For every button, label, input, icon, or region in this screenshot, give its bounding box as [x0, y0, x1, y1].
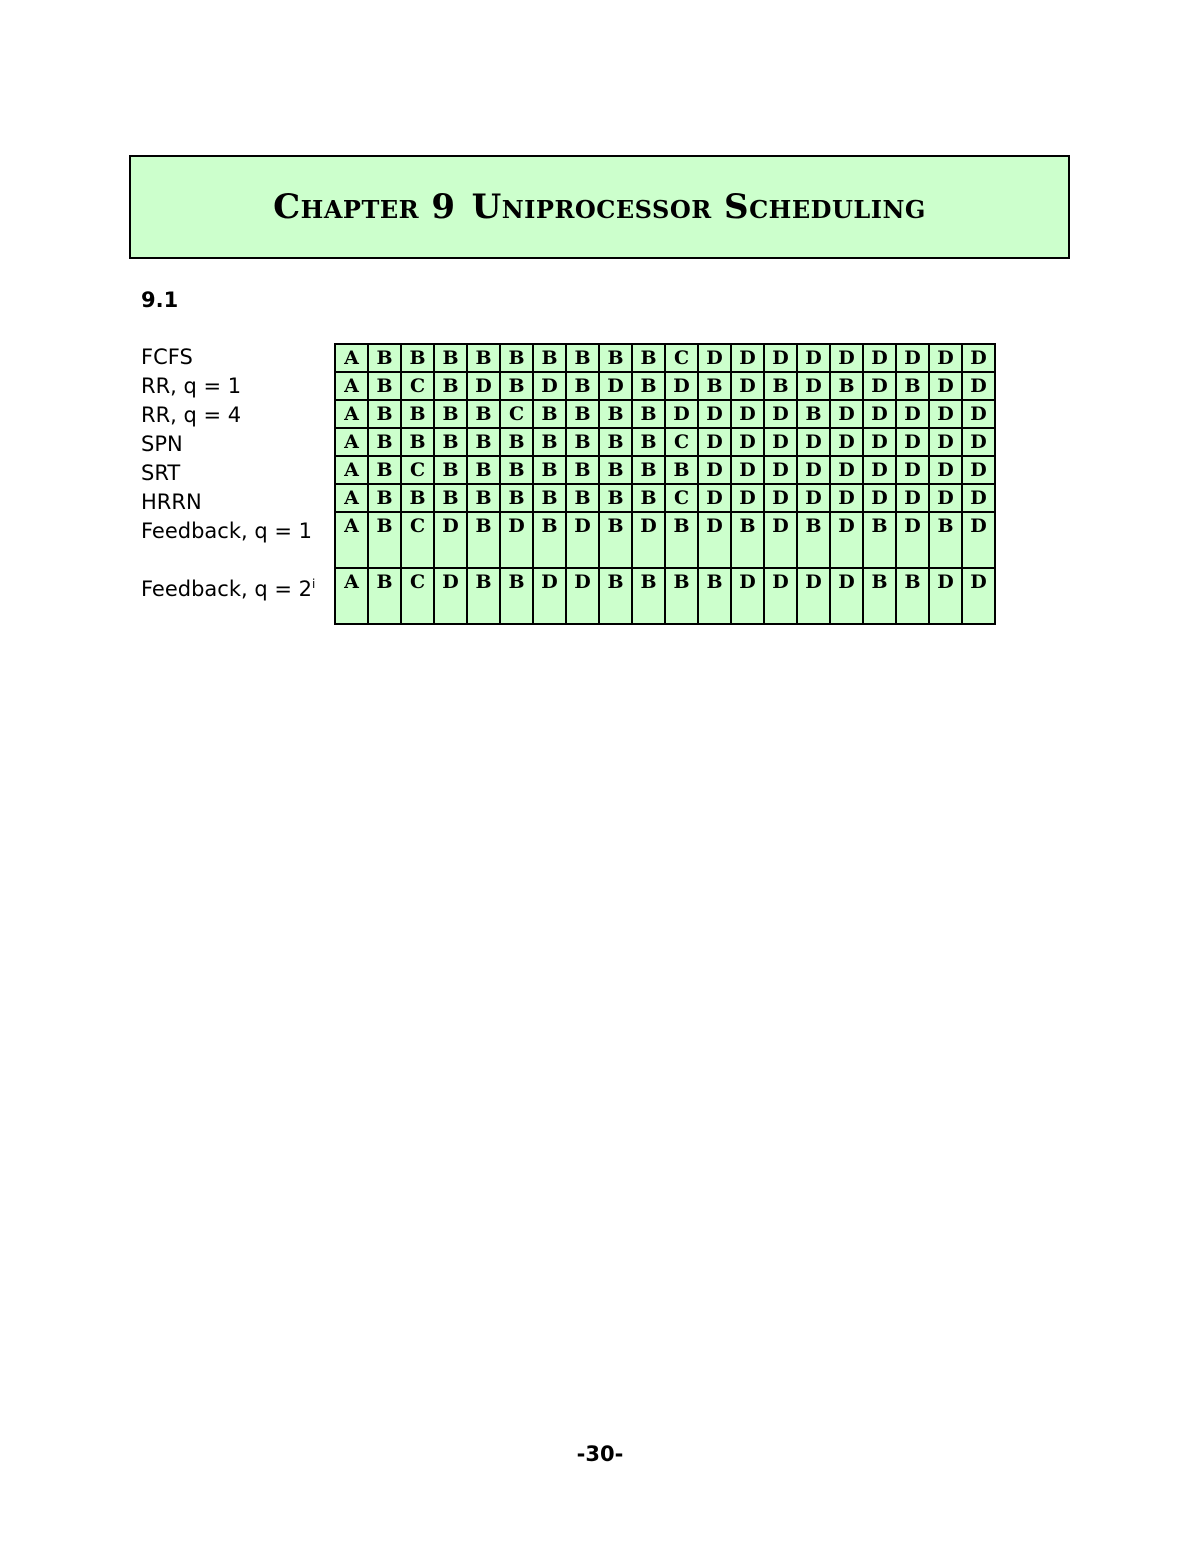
schedule-cell: B: [632, 568, 665, 624]
schedule-cell: B: [665, 568, 698, 624]
schedule-cell: C: [401, 568, 434, 624]
schedule-cell: D: [896, 456, 929, 484]
schedule-cell: B: [533, 400, 566, 428]
schedule-cell: D: [929, 400, 962, 428]
schedule-cell: B: [467, 400, 500, 428]
schedule-row: [335, 456, 995, 484]
schedule-cell: D: [698, 400, 731, 428]
schedule-cell: D: [863, 372, 896, 400]
schedule-cell: D: [599, 372, 632, 400]
schedule-cell: D: [962, 484, 995, 512]
schedule-cell: B: [401, 344, 434, 372]
schedule-cell: D: [797, 568, 830, 624]
schedule-cell: B: [434, 372, 467, 400]
schedule-cell: D: [764, 456, 797, 484]
schedule-cell: D: [962, 372, 995, 400]
schedule-cell: B: [434, 344, 467, 372]
schedule-cell: D: [566, 512, 599, 568]
schedule-row-label: [141, 343, 331, 372]
schedule-cell: B: [533, 512, 566, 568]
schedule-cell: B: [599, 400, 632, 428]
schedule-row: [335, 568, 995, 624]
schedule-cell: D: [863, 428, 896, 456]
schedule-row-label: [141, 459, 331, 488]
schedule-cell: D: [764, 400, 797, 428]
schedule-cell: D: [896, 400, 929, 428]
schedule-cell: D: [566, 568, 599, 624]
schedule-cell: B: [665, 512, 698, 568]
schedule-cell: D: [929, 568, 962, 624]
schedule-row: [335, 372, 995, 400]
schedule-cell: D: [896, 428, 929, 456]
schedule-cell: B: [599, 344, 632, 372]
schedule-cell: D: [830, 428, 863, 456]
schedule-cell: D: [830, 568, 863, 624]
schedule-cell: B: [401, 484, 434, 512]
schedule-row-label-superscript: i: [312, 577, 316, 591]
schedule-cell: D: [632, 512, 665, 568]
schedule-cell: B: [566, 344, 599, 372]
schedule-cell: B: [368, 484, 401, 512]
schedule-cell: D: [863, 484, 896, 512]
schedule-cell: B: [467, 344, 500, 372]
schedule-cell: B: [632, 400, 665, 428]
schedule-cell: D: [698, 456, 731, 484]
schedule-cell: B: [698, 568, 731, 624]
chapter-title: [273, 187, 926, 227]
schedule-cell: D: [797, 372, 830, 400]
schedule-row-label: [141, 430, 331, 459]
schedule-row-label: [141, 488, 331, 517]
schedule-cell: B: [467, 512, 500, 568]
schedule-grid: [334, 343, 996, 625]
schedule-cell: B: [863, 512, 896, 568]
schedule-cell: B: [500, 484, 533, 512]
schedule-cell: B: [632, 456, 665, 484]
schedule-cell: B: [368, 456, 401, 484]
schedule-cell: B: [599, 568, 632, 624]
schedule-cell: D: [896, 344, 929, 372]
schedule-cell: B: [599, 456, 632, 484]
schedule-cell: B: [698, 372, 731, 400]
schedule-cell: B: [368, 344, 401, 372]
schedule-row-label-text: SPN: [141, 432, 183, 456]
schedule-cell: B: [599, 512, 632, 568]
schedule-cell: B: [500, 568, 533, 624]
schedule-cell: B: [632, 428, 665, 456]
schedule-row-label-text: SRT: [141, 461, 181, 485]
schedule-cell: D: [962, 568, 995, 624]
schedule-cell: D: [764, 568, 797, 624]
schedule-cell: D: [962, 344, 995, 372]
schedule-cell: D: [731, 428, 764, 456]
schedule-cell: B: [929, 512, 962, 568]
schedule-cell: D: [665, 372, 698, 400]
schedule-cell: A: [335, 400, 368, 428]
schedule-cell: B: [731, 512, 764, 568]
schedule-cell: C: [401, 456, 434, 484]
schedule-cell: D: [797, 344, 830, 372]
schedule-cell: D: [863, 344, 896, 372]
schedule-cell: A: [335, 456, 368, 484]
schedule-row: [335, 484, 995, 512]
schedule-cell: B: [401, 400, 434, 428]
schedule-row-label: [141, 401, 331, 430]
schedule-cell: B: [797, 400, 830, 428]
page-number: -30-: [576, 1442, 624, 1466]
schedule-cell: D: [863, 400, 896, 428]
schedule-cell: B: [896, 372, 929, 400]
schedule-cell: B: [467, 568, 500, 624]
schedule-cell: B: [566, 428, 599, 456]
schedule-cell: C: [401, 512, 434, 568]
schedule-cell: D: [698, 344, 731, 372]
schedule-cell: D: [731, 484, 764, 512]
schedule-cell: B: [533, 484, 566, 512]
schedule-cell: D: [731, 568, 764, 624]
schedule-row: [335, 512, 995, 568]
schedule-cell: B: [368, 512, 401, 568]
schedule-row: [335, 344, 995, 372]
schedule-cell: D: [764, 428, 797, 456]
schedule-cell: D: [929, 344, 962, 372]
schedule-cell: A: [335, 512, 368, 568]
schedule-cell: B: [632, 484, 665, 512]
schedule-row-label-text: Feedback, q = 1: [141, 519, 312, 543]
schedule-cell: D: [962, 456, 995, 484]
schedule-cell: B: [533, 428, 566, 456]
schedule-cell: B: [764, 372, 797, 400]
schedule-cell: D: [764, 512, 797, 568]
schedule-cell: B: [896, 568, 929, 624]
schedule-cell: B: [368, 372, 401, 400]
schedule-cell: A: [335, 344, 368, 372]
schedule-cell: D: [830, 484, 863, 512]
chapter-number: Chapter 9: [273, 187, 456, 227]
schedule-cell: D: [929, 484, 962, 512]
schedule-cell: D: [797, 456, 830, 484]
schedule-row-label-text: FCFS: [141, 345, 193, 369]
schedule-row-label-text: RR, q = 4: [141, 403, 242, 427]
schedule-cell: B: [434, 484, 467, 512]
schedule-cell: D: [665, 400, 698, 428]
schedule-cell: B: [500, 372, 533, 400]
schedule-cell: D: [731, 372, 764, 400]
schedule-cell: B: [467, 456, 500, 484]
schedule-cell: B: [368, 400, 401, 428]
schedule-cell: D: [731, 344, 764, 372]
schedule-cell: D: [929, 456, 962, 484]
schedule-cell: B: [863, 568, 896, 624]
schedule-cell: B: [434, 456, 467, 484]
schedule-cell: C: [665, 484, 698, 512]
schedule-cell: D: [434, 568, 467, 624]
schedule-cell: C: [665, 344, 698, 372]
schedule-cell: D: [533, 568, 566, 624]
schedule-row-label: [141, 372, 331, 401]
schedule-cell: B: [599, 484, 632, 512]
schedule-cell: D: [467, 372, 500, 400]
schedule-cell: D: [830, 512, 863, 568]
schedule-cell: A: [335, 568, 368, 624]
schedule-cell: C: [500, 400, 533, 428]
schedule-cell: D: [731, 456, 764, 484]
schedule-cell: B: [665, 456, 698, 484]
chapter-banner: [129, 155, 1070, 259]
schedule-cell: D: [929, 428, 962, 456]
schedule-cell: D: [830, 400, 863, 428]
schedule-cell: B: [533, 344, 566, 372]
schedule-cell: B: [533, 456, 566, 484]
schedule-cell: D: [698, 484, 731, 512]
schedule-cell: B: [632, 372, 665, 400]
schedule-cell: C: [401, 372, 434, 400]
schedule-cell: B: [797, 512, 830, 568]
schedule-cell: B: [632, 344, 665, 372]
schedule-cell: B: [566, 484, 599, 512]
schedule-cell: D: [764, 344, 797, 372]
schedule-cell: B: [401, 428, 434, 456]
schedule-row-label: [141, 517, 331, 575]
schedule-cell: B: [500, 344, 533, 372]
schedule-cell: C: [665, 428, 698, 456]
schedule-cell: B: [500, 456, 533, 484]
schedule-cell: A: [335, 484, 368, 512]
schedule-cell: D: [731, 400, 764, 428]
schedule-cell: D: [698, 428, 731, 456]
schedule-cell: D: [896, 512, 929, 568]
schedule-cell: D: [962, 400, 995, 428]
schedule-cell: D: [830, 344, 863, 372]
schedule-cell: D: [962, 512, 995, 568]
schedule-cell: B: [830, 372, 863, 400]
schedule-row-label-text: RR, q = 1: [141, 374, 242, 398]
schedule-cell: D: [533, 372, 566, 400]
schedule-cell: B: [566, 456, 599, 484]
schedule-row-label-text: HRRN: [141, 490, 202, 514]
schedule-cell: D: [962, 428, 995, 456]
schedule-cell: B: [500, 428, 533, 456]
schedule-cell: D: [896, 484, 929, 512]
schedule-cell: D: [929, 372, 962, 400]
schedule-row: [335, 428, 995, 456]
schedule-row-label: [141, 575, 331, 633]
schedule-row-labels: [141, 343, 331, 633]
schedule-cell: A: [335, 428, 368, 456]
schedule-cell: B: [368, 568, 401, 624]
schedule-cell: D: [863, 456, 896, 484]
chapter-name: Uniprocessor Scheduling: [471, 187, 926, 227]
schedule-cell: D: [698, 512, 731, 568]
schedule-cell: B: [599, 428, 632, 456]
schedule-cell: A: [335, 372, 368, 400]
schedule-cell: B: [434, 400, 467, 428]
schedule-cell: B: [368, 428, 401, 456]
schedule-cell: D: [500, 512, 533, 568]
schedule-cell: D: [797, 428, 830, 456]
section-number: 9.1: [141, 288, 179, 312]
schedule-row-label-text: Feedback, q = 2: [141, 577, 312, 601]
schedule-cell: B: [434, 428, 467, 456]
schedule-cell: B: [467, 428, 500, 456]
schedule-cell: D: [434, 512, 467, 568]
schedule-cell: B: [467, 484, 500, 512]
schedule-cell: D: [830, 456, 863, 484]
schedule-cell: B: [566, 372, 599, 400]
schedule-cell: D: [797, 484, 830, 512]
schedule-cell: D: [764, 484, 797, 512]
schedule-cell: B: [566, 400, 599, 428]
schedule-row: [335, 400, 995, 428]
